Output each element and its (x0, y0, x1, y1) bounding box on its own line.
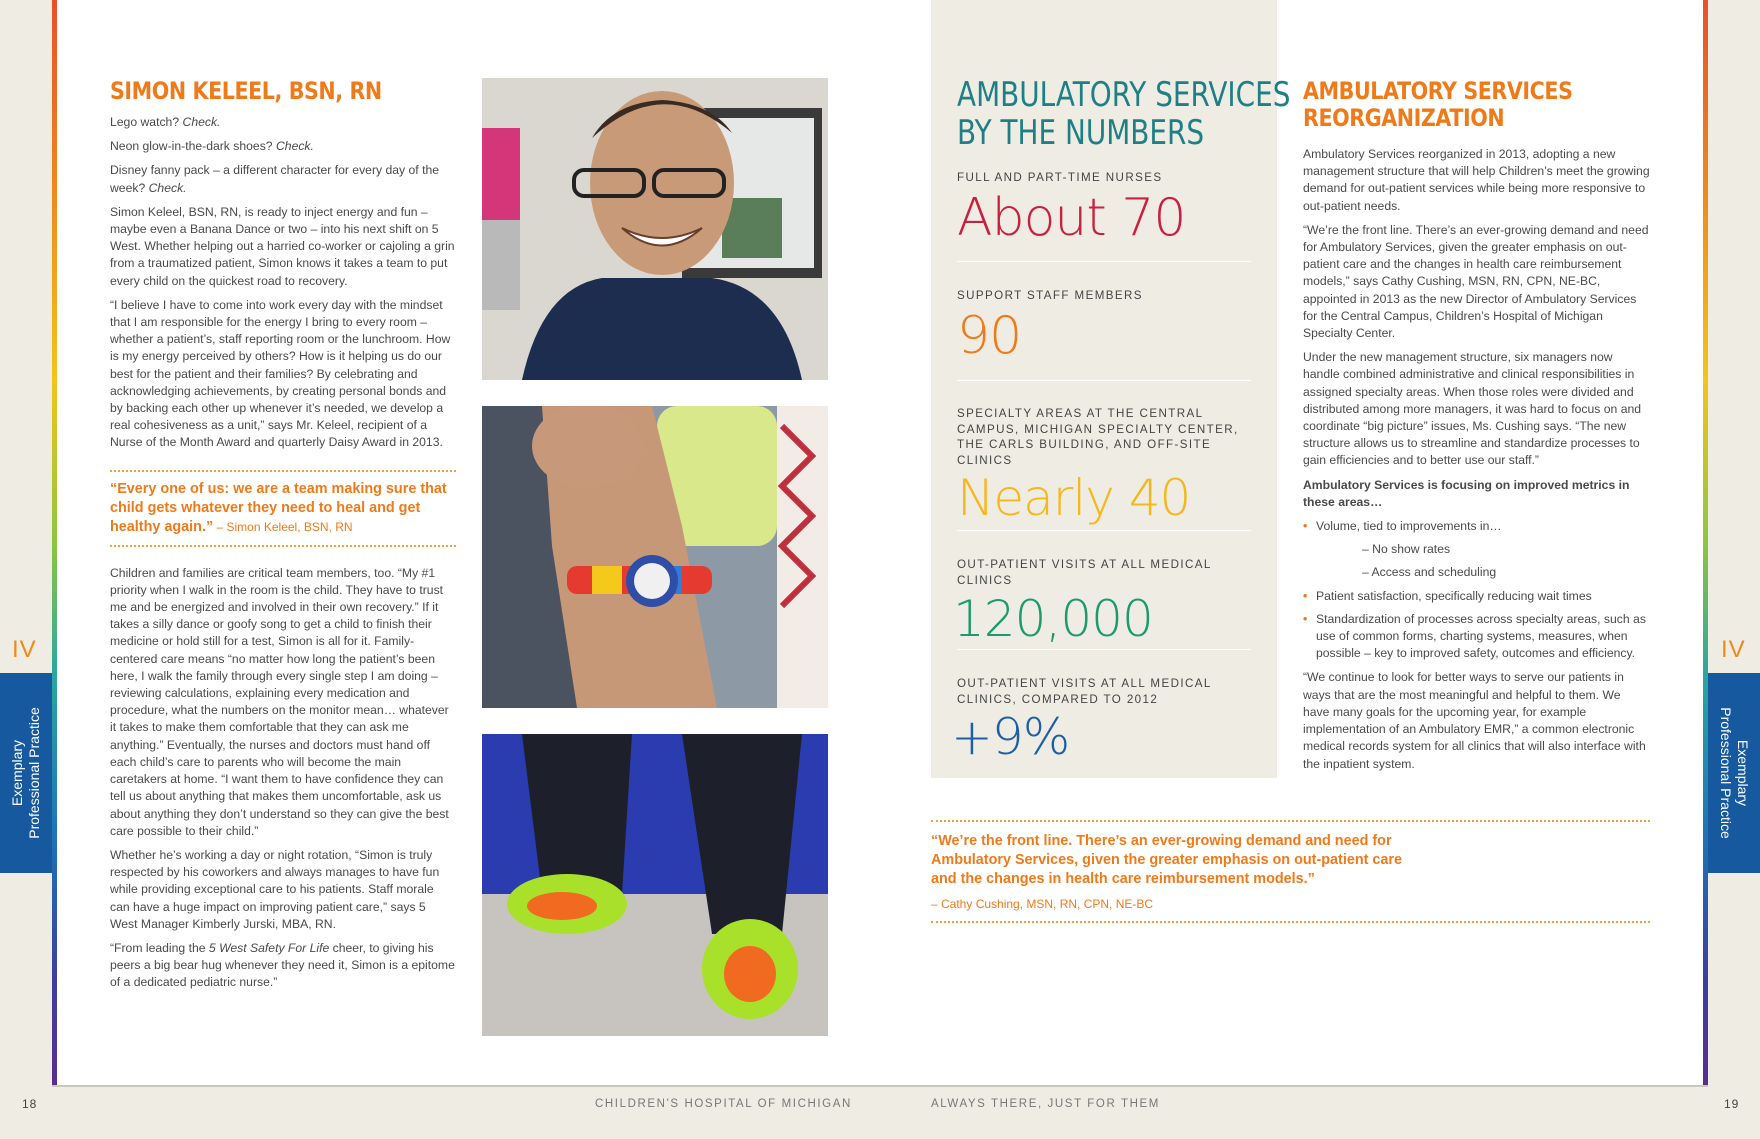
bottom-quote-text: “We’re the front line. There’s an ever-growing demand and need for Ambulatory Services, given the greater emphasis on out-patient care and the changes in health care reimbursement models.” (931, 833, 1403, 887)
section-tab-line2: Professional Practice (1718, 707, 1734, 839)
section-tab-line1: Exemplary (9, 739, 25, 807)
stat-value: About 70 (957, 187, 1186, 248)
profile-paragraph-5: “From leading the 5 West Safety For Life cheer, to giving his peers a big bear hug whenever they need it, Simon is a epitome of a dedicated pediatric nurse.” (110, 940, 455, 990)
reorg-paragraph-3: Under the new management structure, six managers now handle combined administrative and clinical responsibilities in assigned specialty areas. When those roles were divided and distributed among more managers, it was hard to focus on and coordinate “big picture” issues, Ms. Cushing says. “The new structure allows us to streamline and standardize processes to gain efficiencies and to better use our staff.” (1303, 350, 1642, 468)
stat-value: 120,000 (953, 590, 1153, 648)
metrics-subitem: – Access and scheduling (1362, 565, 1497, 580)
stat-divider (957, 530, 1251, 531)
stat-specialty-areas (957, 406, 1251, 527)
intro-line-1: Lego watch? Check. (110, 115, 221, 129)
stat-label: FULL AND PART-TIME NURSES (957, 171, 1163, 184)
stat-visits-growth (951, 676, 1251, 766)
section-tab-right (1708, 673, 1760, 873)
left-page-baseline (52, 1085, 880, 1087)
footer-right: ALWAYS THERE, JUST FOR THEM (931, 1098, 1160, 1110)
pull-quote-text: “Every one of us: we are a team making sure that child gets whatever they need to heal and get healthy again.” (110, 480, 447, 535)
bottom-pull-quote (931, 820, 1650, 923)
stat-nurses (957, 170, 1251, 248)
reorg-column (1303, 78, 1650, 780)
profile-pull-quote (110, 470, 456, 547)
metrics-list (1303, 518, 1650, 662)
profile-paragraph-2: “I believe I have to come into work every day with the mindset that I am responsible for the energy I bring to every room – whether a patient’s, staff reporting room or the lunchroom. How is my energy perceived by others? How is it helping us do our best for the patient and their families? By celebrating and acknowledging achievements, by creating personal bonds and by backing each other up whenever it’s needed, we develop a real cohesiveness as a unit,” says Mr. Keleel, recipient of a Nurse of the Month Award and quarterly Daisy Award in 2013. (110, 297, 451, 450)
stat-label: OUT-PATIENT VISITS AT ALL MEDICAL CLINICS (957, 558, 1212, 587)
section-numeral-left: IV (12, 636, 37, 663)
metrics-subitem: – No show rates (1362, 542, 1451, 557)
stat-divider (957, 380, 1251, 381)
right-page-baseline (880, 1085, 1708, 1087)
numbers-panel (931, 0, 1291, 778)
metrics-item-satisfaction: • Patient satisfaction, specifically reducing wait times (1303, 588, 1650, 605)
numbers-title-line1: AMBULATORY SERVICES (957, 75, 1291, 115)
section-numeral-right: IV (1721, 636, 1746, 663)
section-tab-line2: Professional Practice (26, 707, 42, 839)
reorg-heading-line1: AMBULATORY SERVICES (1303, 77, 1573, 105)
photo-lego-watch (482, 406, 828, 708)
right-rainbow-edge (1703, 0, 1708, 1087)
profile-paragraph-4: Whether he’s working a day or night rotation, “Simon is truly respected by his coworkers and always manages to have fun while providing exceptional care to his patients. Staff morale can have a huge impact on improving patient care,” says 5 West Manager Kimberly Jurski, MBA, RN. (110, 847, 440, 931)
page-number-right: 19 (1724, 1097, 1740, 1111)
intro-line-3: Disney fanny pack – a different character for every day of the week? Check. (110, 163, 440, 195)
intro-line-2: Neon glow-in-the-dark shoes? Check. (110, 139, 314, 154)
profile-paragraph-1: Simon Keleel, BSN, RN, is ready to inject energy and fun – maybe even a Banana Dance or two – into his next shift on 5 West. Whether helping out a harried co-worker or cajoling a grin from a traumatized patient, Simon knows it takes a team to put every child on the quickest road to recovery. (110, 204, 455, 288)
bottom-quote-attribution: – Cathy Cushing, MSN, RN, CPN, NE-BC (931, 897, 1154, 911)
reorg-paragraph-1: Ambulatory Services reorganized in 2013, adopting a new management structure that will help Children’s meet the growing demand for out-patient services while being more responsive to out-patient needs. (1303, 147, 1650, 213)
profile-paragraph-3: Children and families are critical team members, too. “My #1 priority when I walk in the room is the child. They have to trust me and be energized and involved in their own recovery.” If it takes a silly dance or goofy song to get a child to finish their medicine or hold still for a test, Simon is all for it. Family-centered care means “no matter how long the patient’s been here, I walk the family through every single step I am doing – reviewing calculations, explaining every medication and procedure, what the numbers on the monitor mean… whatever it takes to make them comfortable that they can ask me anything.” Eventually, the nurses and doctors must hand off each child’s care to parents who will become the main caretakers at home. “I want them to have confidence they can tell us about anything that makes them uncomfortable, ask us about anything they don’t understand so they can give the best care possible to their child.” (110, 565, 449, 838)
stat-outpatient-visits (953, 557, 1251, 648)
watch-illustration (482, 406, 828, 708)
stat-label: OUT-PATIENT VISITS AT ALL MEDICAL CLINICS, COMPARED TO 2012 (957, 677, 1212, 706)
metrics-lead: Ambulatory Services is focusing on improved metrics in these areas… (1303, 477, 1630, 509)
reorg-heading-line2: REORGANIZATION (1303, 104, 1505, 132)
metrics-item-volume: • Volume, tied to improvements in… – No show rates – Access and scheduling (1303, 518, 1650, 582)
profile-column (110, 76, 456, 999)
stat-divider (957, 261, 1251, 262)
photo-neon-shoes (482, 734, 828, 1036)
stat-label: SPECIALTY AREAS AT THE CENTRAL CAMPUS, MICHIGAN SPECIALTY CENTER, THE CARLS BUILDING, AND OFF-SITE CLINICS (957, 407, 1239, 467)
numbers-title-line2: BY THE NUMBERS (957, 113, 1205, 153)
stat-support-staff (957, 288, 1251, 366)
left-rainbow-edge (52, 0, 57, 1087)
reorg-paragraph-2: “We’re the front line. There’s an ever-growing demand and need for Ambulatory Services, given the greater emphasis on out-patient care and the changes in health care reimbursement models,” says Cathy Cushing, MSN, RN, CPN, NE-BC, appointed in 2013 as the new Director of Ambulatory Services for the Central Campus, Children’s Hospital of Michigan Specialty Center. (1303, 222, 1649, 341)
stat-value: +9% (951, 708, 1070, 766)
shoes-illustration (482, 734, 828, 1036)
photo-portrait (482, 78, 828, 380)
section-tab-left (0, 673, 52, 873)
pull-quote-attribution: – Simon Keleel, BSN, RN (213, 519, 353, 534)
portrait-illustration (482, 78, 828, 380)
section-tab-line1: Exemplary (1735, 739, 1751, 807)
profile-heading: SIMON KELEEL, BSN, RN (110, 77, 382, 105)
stat-value: Nearly 40 (957, 469, 1191, 527)
metrics-item-standardization: • Standardization of processes across specialty areas, such as use of common forms, charting systems, measures, when possible – key to improved safety, outcomes and efficiency. (1303, 611, 1650, 663)
stat-value: 90 (957, 305, 1022, 366)
stat-label: SUPPORT STAFF MEMBERS (957, 289, 1143, 302)
footer-left: CHILDREN'S HOSPITAL OF MICHIGAN (595, 1098, 852, 1110)
page-number-left: 18 (22, 1097, 38, 1111)
reorg-paragraph-4: “We continue to look for better ways to serve our patients in ways that are the most meaningful and helpful to them. We have many goals for the upcoming year, for example implementation of an Ambulatory EMR,” a common electronic medical records system for all clinics that will also interface with the inpatient system. (1303, 670, 1646, 771)
stat-divider (957, 649, 1251, 650)
